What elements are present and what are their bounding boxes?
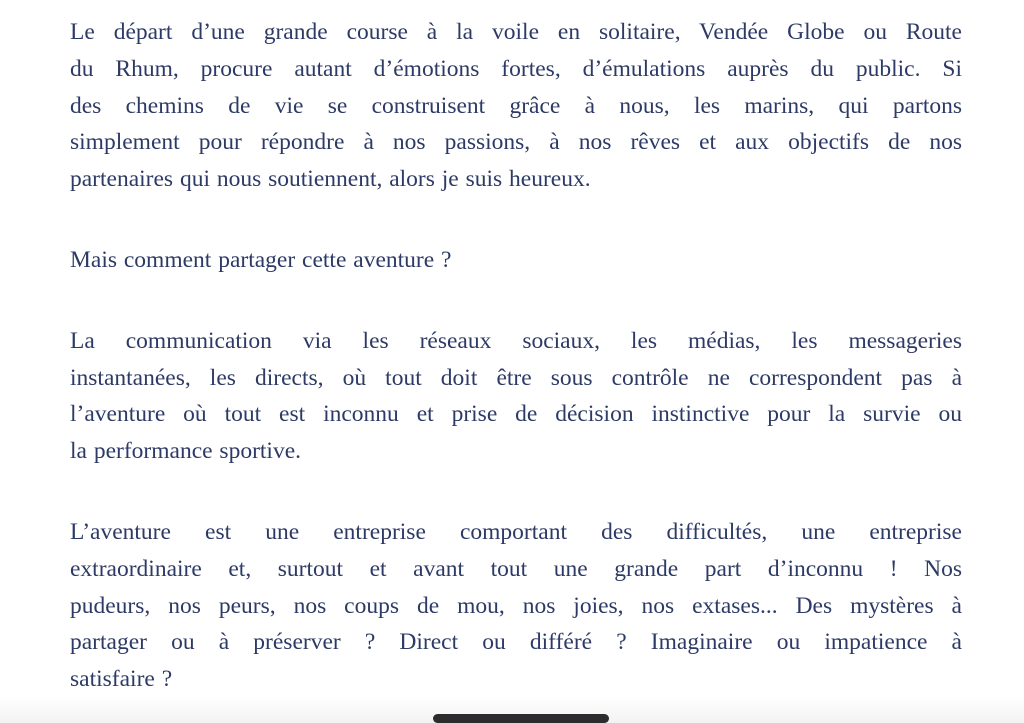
text-line: partenaires qui nous soutiennent, alors je suis heureux. [70,166,591,193]
text-line: des chemins de vie se construisent grâce à nous, les marins, qui partons [70,92,962,119]
text-line: l’aventure où tout est inconnu et prise de décision instinctive pour la survie ou [70,401,962,428]
text-line: pudeurs, nos peurs, nos coups de mou, nos joies, nos extases... Des mystères à [70,592,962,619]
text-line: satisfaire ? [70,666,173,693]
paragraph [70,323,962,470]
paragraph [70,14,962,198]
text-line: instantanées, les directs, où tout doit être sous contrôle ne correspondent pas à [70,364,962,391]
home-indicator[interactable] [433,714,609,723]
paragraph [70,514,962,698]
text-line: partager ou à préserver ? Direct ou différé ? Imaginaire ou impatience à [70,629,962,656]
paragraph [70,242,962,279]
text-line: L’aventure est une entreprise comportant des difficultés, une entreprise [70,518,962,545]
document-body [70,14,962,698]
text-line: extraordinaire et, surtout et avant tout une grande part d’inconnu ! Nos [70,555,962,582]
text-line: la performance sportive. [70,438,302,465]
text-line: Mais comment partager cette aventure ? [70,246,452,273]
text-line: La communication via les réseaux sociaux, les médias, les messageries [70,327,962,354]
text-line: simplement pour répondre à nos passions, à nos rêves et aux objectifs de nos [70,129,962,156]
text-line: Le départ d’une grande course à la voile en solitaire, Vendée Globe ou Route [70,19,962,45]
text-line: du Rhum, procure autant d’émotions fortes, d’émulations auprès du public. Si [70,55,962,82]
